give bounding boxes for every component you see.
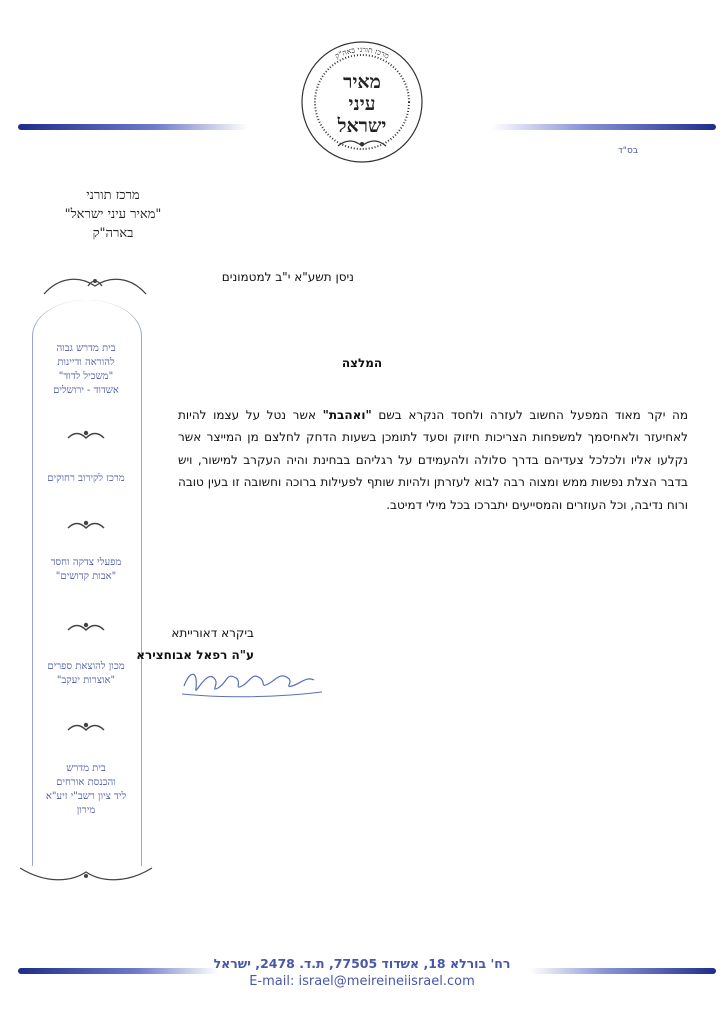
closing-phrase: ביקרא דאורייתא (171, 626, 254, 640)
sidebar-entry-sefarim: מכון להוצאת ספרים "אוצרות יעקב" (47, 661, 125, 686)
organization-seal (298, 38, 426, 166)
bsd-mark: בס"ד (617, 146, 638, 156)
handwritten-signature (178, 660, 328, 700)
seal-outer-text: מרכז תורני באה"ק (333, 44, 391, 61)
svg-text:מרכז תורני באה"ק (333, 45, 391, 61)
sidebar-entry-beit-midrash: בית מדרש גבוה להוראה ודיינות "משכיל לדוד" אשדוד - ירושלים (53, 343, 119, 396)
sidebar-top-ornament (40, 272, 150, 298)
footer-email[interactable]: E-mail: israel@meireineiisrael.com (249, 974, 475, 989)
org-header-line: "מאיר עיני ישראל" (64, 207, 162, 222)
seal-line-2: עיני (348, 93, 376, 115)
top-left-swoosh (18, 124, 248, 130)
sidebar-divider-ornament (66, 428, 106, 442)
sidebar-entry-meron: בית מדרש והכנסת אורחים ליד ציון רשב"י זיע"א מירון (45, 763, 127, 816)
letter-date: ניסן תשע"א י"ב למטמונים (221, 270, 354, 284)
org-header-line: בארה"ק (92, 226, 134, 241)
sidebar-bottom-ornament (16, 862, 156, 884)
signer-name: ע"ה רפאל אבוחצירא (136, 648, 254, 662)
top-right-swoosh (492, 124, 716, 130)
footer-address: רח' בורלא 18, אשדוד 77505, ת.ד. 2478, ישראל (213, 956, 511, 971)
seal-line-1: מאיר (343, 71, 381, 93)
sidebar-divider-ornament (66, 720, 106, 734)
org-header-line: מרכז תורני (86, 188, 140, 203)
letter-body: מה יקר מאוד המפעל החשוב לעזרה ולחסד הנקרא בשם "ואהבת" אשר נטל על עצמו להיות לאחיעזר ולאחיסמך למשפחות הצריכות חיזוק וסעד לתומכן בשעות הדחק לחלצם מן המייצר אשר נקלעו אליו ולכלכל צעדיהם בדרך סלולה ולהעמידם על רגליהם בבחינת והיה העקרב למישור, ויש בדבר הצלת נפשות ממש ומצוה רבה לבוא לעזרתן ולהיות שותף לפעילות ברוכה וחשובה זו בעין טובה ורוח נדיבה, וכל העוזרים והמסייעים יתברכו בכל מילי דמיטב. (178, 408, 688, 512)
sidebar-divider-ornament (66, 518, 106, 532)
seal-line-3: ישראל (337, 115, 387, 137)
org-header (38, 186, 188, 243)
project-name: "ואהבת" (322, 408, 372, 422)
letter-heading: המלצה (341, 356, 383, 370)
sidebar-divider-ornament (66, 620, 106, 634)
sidebar-entry-kiruv: מרכז לקירוב רחוקים (47, 473, 125, 484)
sidebar-entry-tzedaka: מפעלי צדקה וחסד "אבות קדושים" (50, 557, 122, 582)
